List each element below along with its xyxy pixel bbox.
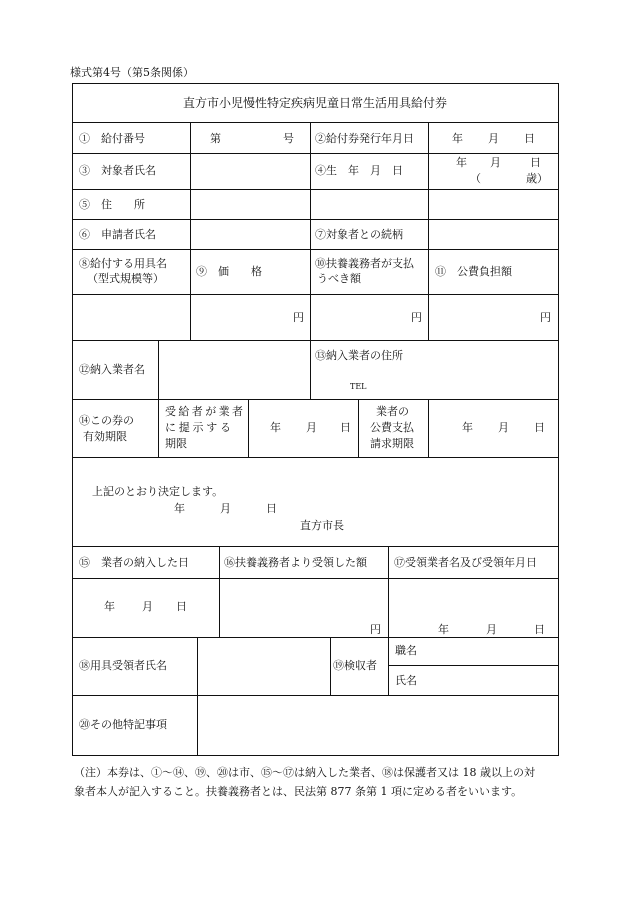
col-divider xyxy=(310,122,311,249)
col-divider xyxy=(428,122,429,249)
subject-name-label: ③ 対象者氏名 xyxy=(79,164,156,177)
validity-label: ⑭この券の xyxy=(79,414,134,427)
inspector-name-label: 氏名 xyxy=(395,674,417,687)
year-label: 年 xyxy=(456,156,467,169)
receiving-supplier-label: ⑰受領業者名及び受領年月日 xyxy=(394,556,537,569)
row-divider xyxy=(72,695,559,696)
form-title: 直方市小児慢性特定疾病児童日常生活用具給付券 xyxy=(182,96,447,110)
presentation-deadline-label-3: 期限 xyxy=(165,437,187,450)
row-divider xyxy=(72,546,559,547)
day-label: 日 xyxy=(340,421,351,434)
other-notes-label: ⑳その他特記事項 xyxy=(79,718,167,731)
row-divider xyxy=(72,457,559,458)
day-label: 日 xyxy=(524,132,535,145)
day-label: 日 xyxy=(534,623,545,636)
equipment-model-label: （型式規模等） xyxy=(87,272,164,285)
col-divider xyxy=(310,340,311,399)
supplier-name-label: ⑫納入業者名 xyxy=(79,363,145,376)
claim-deadline-label-3: 請求期限 xyxy=(370,437,414,450)
tel-label: TEL xyxy=(350,382,367,391)
relationship-label: ⑦対象者との続柄 xyxy=(315,228,403,241)
issue-date-label: ②給付券発行年月日 xyxy=(315,132,414,145)
col-divider xyxy=(330,637,331,695)
mayor-label: 直方市長 xyxy=(300,519,344,532)
day-label: 日 xyxy=(176,600,187,613)
applicant-name-label: ⑥ 申請者氏名 xyxy=(79,228,156,241)
year-label: 年 xyxy=(438,623,449,636)
col-divider xyxy=(197,695,198,755)
col-divider xyxy=(219,546,220,637)
yen-unit: 円 xyxy=(370,623,381,636)
table-border-right xyxy=(558,83,559,756)
month-label: 月 xyxy=(220,502,231,515)
col-divider xyxy=(158,340,159,399)
birth-date-label: ④生 年 月 日 xyxy=(315,164,403,177)
year-label: 年 xyxy=(104,600,115,613)
age-unit: 歳） xyxy=(526,172,548,185)
claim-deadline-label: 業者の xyxy=(376,405,409,418)
address-label: ⑤ 住 所 xyxy=(79,198,145,211)
day-label: 日 xyxy=(530,156,541,169)
row-divider xyxy=(72,219,559,220)
col-divider xyxy=(428,249,429,340)
month-label: 月 xyxy=(490,156,501,169)
year-label: 年 xyxy=(452,132,463,145)
year-label: 年 xyxy=(462,421,473,434)
row-divider xyxy=(72,249,559,250)
day-label: 日 xyxy=(266,502,277,515)
month-label: 月 xyxy=(498,421,509,434)
price-label: ⑨ 価 格 xyxy=(196,265,262,278)
month-label: 月 xyxy=(306,421,317,434)
presentation-deadline-label: 受給者が業者 xyxy=(165,405,243,418)
guardian-payment-label-2: うべき額 xyxy=(317,272,361,285)
public-expense-label: ⑪ 公費負担額 xyxy=(435,265,512,278)
col-divider xyxy=(158,399,159,457)
decision-text: 上記のとおり決定します。 xyxy=(92,485,224,498)
col-divider xyxy=(197,637,198,695)
row-divider xyxy=(72,578,559,579)
age-open-paren: （ xyxy=(470,172,481,185)
yen-unit: 円 xyxy=(411,311,422,324)
row-divider xyxy=(72,294,559,295)
voucher-number-label: ① 給付番号 xyxy=(79,132,145,145)
table-border-left xyxy=(72,83,73,756)
table-border-top xyxy=(72,83,559,84)
position-label: 職名 xyxy=(395,644,417,657)
col-divider xyxy=(190,122,191,249)
received-amount-label: ⑯扶養義務者より受領した額 xyxy=(224,556,367,569)
table-border-bottom xyxy=(72,755,559,756)
equipment-name-label: ⑧給付する用具名 xyxy=(79,257,167,270)
row-divider xyxy=(72,340,559,341)
col-divider xyxy=(388,637,389,695)
col-divider xyxy=(248,399,249,457)
col-divider xyxy=(428,399,429,457)
col-divider xyxy=(358,399,359,457)
row-divider xyxy=(72,399,559,400)
month-label: 月 xyxy=(486,623,497,636)
presentation-deadline-label-2: に提示する xyxy=(165,421,231,434)
row-divider xyxy=(72,637,559,638)
inspector-divider xyxy=(388,665,559,666)
year-label: 年 xyxy=(174,502,185,515)
col-divider xyxy=(388,546,389,637)
yen-unit: 円 xyxy=(293,311,304,324)
receiver-name-label: ⑱用具受領者氏名 xyxy=(79,659,167,672)
yen-unit: 円 xyxy=(540,311,551,324)
guardian-payment-label: ⑩扶養義務者が支払 xyxy=(315,257,414,270)
col-divider xyxy=(190,249,191,340)
month-label: 月 xyxy=(142,600,153,613)
supplier-address-label: ⑬納入業者の住所 xyxy=(315,349,403,362)
month-label: 月 xyxy=(488,132,499,145)
col-divider xyxy=(310,249,311,340)
footnote-line-2: 象者本人が記入すること。扶養義務者とは、民法第 877 条第 1 項に定める者をいいます。 xyxy=(74,785,523,798)
claim-deadline-label-2: 公費支払 xyxy=(370,421,414,434)
row-divider xyxy=(72,189,559,190)
inspector-label: ⑲検収者 xyxy=(333,659,377,672)
validity-label-2: 有効期限 xyxy=(83,430,127,443)
footnote-line-1: （注）本券は、①～⑭、⑲、⑳は市、⑮～⑰は納入した業者、⑱は保護者又は 18 歳以上の対 xyxy=(74,766,535,779)
delivery-date-label: ⑮ 業者の納入した日 xyxy=(79,556,189,569)
year-label: 年 xyxy=(270,421,281,434)
row-divider xyxy=(72,122,559,123)
form-number-label: 様式第4号（第5条関係） xyxy=(70,66,194,79)
number-prefix: 第 xyxy=(210,132,221,145)
number-suffix: 号 xyxy=(283,132,294,145)
row-divider xyxy=(72,153,559,154)
day-label: 日 xyxy=(534,421,545,434)
